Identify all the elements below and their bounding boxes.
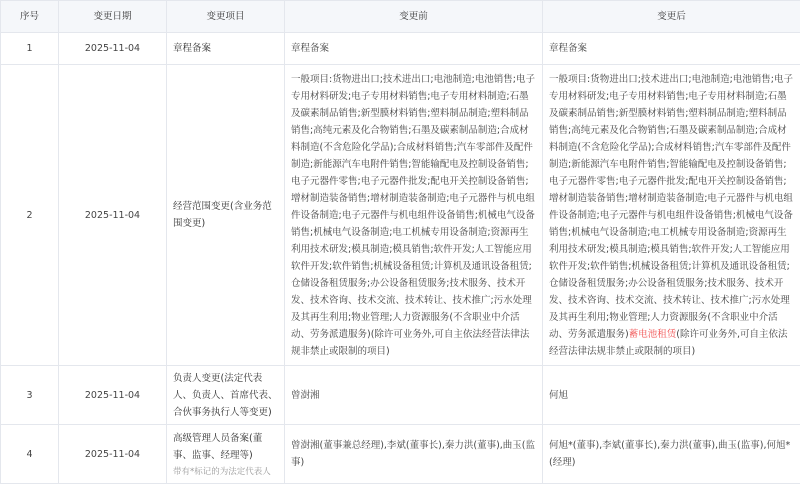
value-after: 章程备案 <box>543 33 800 65</box>
header-no: 序号 <box>1 1 59 33</box>
value-after: 何旭 <box>543 366 800 425</box>
change-item: 章程备案 <box>167 33 285 65</box>
row-number: 1 <box>1 33 59 65</box>
added-scope-highlight: 蓄电池租赁 <box>628 328 677 340</box>
header-before: 变更前 <box>285 1 543 33</box>
table-header-row <box>1 1 800 33</box>
value-after: 何旭*(董事),李斌(董事长),秦力洪(董事),曲玉(监事),何旭*(经理) <box>543 425 800 484</box>
header-date: 变更日期 <box>59 1 167 33</box>
change-item: 经营范围变更(含业务范围变更) <box>167 65 285 366</box>
row-number: 3 <box>1 366 59 425</box>
value-before: 曾澍湘 <box>285 366 543 425</box>
value-before: 章程备案 <box>285 33 543 65</box>
table-row <box>1 425 800 484</box>
change-item <box>167 425 285 484</box>
value-before: 曾澍湘(董事兼总经理),李斌(董事长),秦力洪(董事),曲玉(监事) <box>285 425 543 484</box>
header-after: 变更后 <box>543 1 800 33</box>
value-after-text: 一般项目:货物进出口;技术进出口;电池制造;电池销售;电子专用材料研发;电子专用材料销售;电子专用材料制造;石墨及碳素制品销售;新型膜材料销售;塑料制品制造;塑料制品销售;高纯元素及化合物销售;石墨及碳素制品制造;合成材料制造(不含危险化学品);合成材料销售;汽车零部件及配件制造;新能源汽车电附件销售;智能输配电及控制设备销售;电子元器件零售;电子元器件批发;配电开关控制设备销售;增材制造装备销售;增材制造装备制造;电子元器件与机电组件设备制造;电子元器件与机电组件设备销售;机械电气设备销售;机械电气设备制造;电工机械专用设备制造;资源再生利用技术研发;模具制造;模具销售;软件开发;人工智能应用软件开发;软件销售;机械设备租赁;计算机及通讯设备租赁;仓储设备租赁服务;办公设备租赁服务;技术服务、技术开发、技术咨询、技术交流、技术转让、技术推广;污水处理及其再生利用;物业管理;人力资源服务(不含职业中介活动、劳务派遣服务) <box>549 73 794 340</box>
change-item-label: 高级管理人员备案(董事、监事、经理等) <box>173 432 263 461</box>
value-after-suffix: (除许可业务外,可自主依法经营法律法规非禁止或限制的项目) <box>549 328 788 357</box>
header-item: 变更项目 <box>167 1 285 33</box>
legal-rep-note: 带有*标记的为法定代表人 <box>173 466 271 477</box>
change-date: 2025-11-04 <box>59 425 167 484</box>
table-row <box>1 366 800 425</box>
row-number: 2 <box>1 65 59 366</box>
table-row <box>1 33 800 65</box>
row-number: 4 <box>1 425 59 484</box>
change-date: 2025-11-04 <box>59 366 167 425</box>
value-after <box>543 65 800 366</box>
change-item: 负责人变更(法定代表人、负责人、首席代表、合伙事务执行人等变更) <box>167 366 285 425</box>
table-row <box>1 65 800 366</box>
change-date: 2025-11-04 <box>59 65 167 366</box>
value-before: 一般项目:货物进出口;技术进出口;电池制造;电池销售;电子专用材料研发;电子专用材料销售;电子专用材料制造;石墨及碳素制品销售;新型膜材料销售;塑料制品制造;塑料制品销售;高纯元素及化合物销售;石墨及碳素制品制造;合成材料制造(不含危险化学品);合成材料销售;汽车零部件及配件制造;新能源汽车电附件销售;智能输配电及控制设备销售;电子元器件零售;电子元器件批发;配电开关控制设备销售;增材制造装备销售;增材制造装备制造;电子元器件与机电组件设备制造;电子元器件与机电组件设备销售;机械电气设备销售;机械电气设备制造;电工机械专用设备制造;资源再生利用技术研发;模具制造;模具销售;软件开发;人工智能应用软件开发;软件销售;机械设备租赁;计算机及通讯设备租赁;仓储设备租赁服务;办公设备租赁服务;技术服务、技术开发、技术咨询、技术交流、技术转让、技术推广;污水处理及其再生利用;物业管理;人力资源服务(不含职业中介活动、劳务派遣服务)(除许可业务外,可自主依法经营法律法规非禁止或限制的项目) <box>285 65 543 366</box>
change-date: 2025-11-04 <box>59 33 167 65</box>
